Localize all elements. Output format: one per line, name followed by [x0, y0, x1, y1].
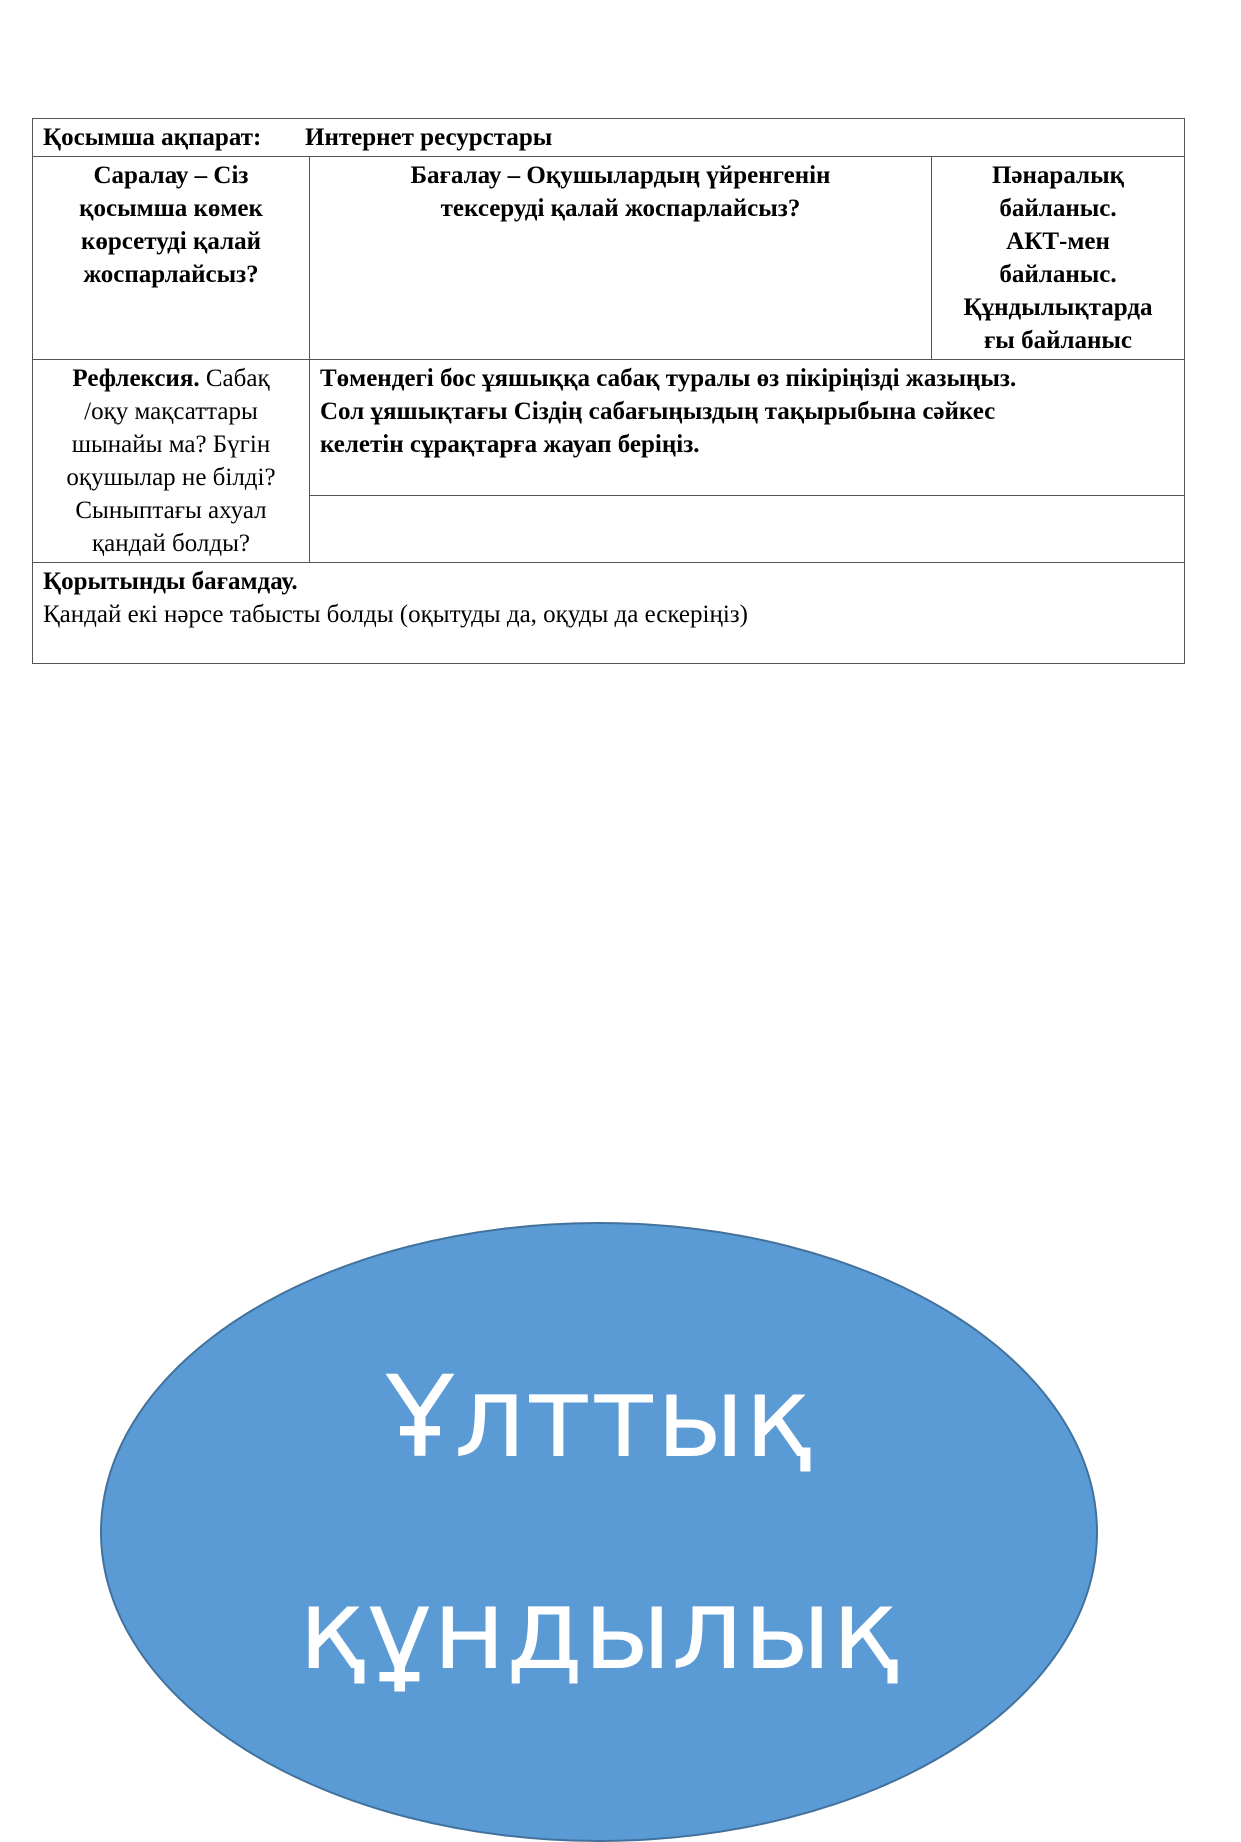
extra-info-label: Қосымша ақпарат: [43, 124, 262, 151]
reflection-first-line [43, 362, 299, 395]
cross-links-line: байланыс. [999, 195, 1117, 222]
table-row-reflection [33, 360, 1185, 496]
cross-links-line: ғы байланыс [983, 327, 1133, 354]
cross-links-cell [932, 157, 1185, 360]
assessment-line: Бағалау – Оқушылардың үйренгенін [410, 162, 831, 189]
oval-title-line-1: Ұлттық [385, 1353, 813, 1483]
reflection-prompt-line: Сол ұяшықтағы Сіздің сабағыңыздың тақырыбына сәйкес [320, 398, 996, 425]
cross-links-line: АКТ-мен [1006, 228, 1110, 255]
differentiation-cell [33, 157, 310, 360]
reflection-title: Рефлексия. [72, 365, 200, 392]
table-row-headers [33, 157, 1185, 360]
summary-title: Қорытынды бағамдау. [43, 568, 298, 595]
differentiation-line: көрсетуді қалай [80, 228, 262, 255]
lesson-plan-table [32, 118, 1185, 664]
assessment-cell [310, 157, 932, 360]
reflection-line: қандай болды? [91, 530, 251, 557]
reflection-line: оқушылар не білді? [66, 464, 276, 491]
national-value-oval [100, 1222, 1098, 1842]
reflection-prompt-cell [310, 360, 1185, 496]
reflection-line: Сыныптағы ахуал [75, 497, 267, 524]
differentiation-line: жоспарлайсыз? [83, 261, 259, 288]
reflection-prompt-line: келетін сұрақтарға жауап беріңіз. [320, 431, 700, 458]
reflection-title-rest: Сабақ [199, 365, 270, 392]
cross-links-line: Құндылықтарда [963, 294, 1153, 321]
differentiation-line: Саралау – Сіз [93, 162, 249, 189]
cross-links-line: Пәнаралық [991, 162, 1125, 189]
oval-shape [100, 1222, 1098, 1842]
extra-info-cell [33, 119, 1185, 157]
cross-links-line: байланыс. [999, 261, 1117, 288]
reflection-line: /оқу мақсаттары [84, 398, 258, 425]
assessment-line: тексеруді қалай жоспарлайсыз? [440, 195, 801, 222]
reflection-answer-cell[interactable] [310, 496, 1185, 563]
reflection-line: шынайы ма? Бүгін [71, 431, 271, 458]
reflection-cell [33, 360, 310, 563]
summary-text: Қандай екі нәрсе табысты болды (оқытуды да, оқуды да ескеріңіз) [43, 601, 748, 628]
reflection-prompt-line: Төмендегі бос ұяшыққа сабақ туралы өз пікіріңізді жазыңыз. [320, 365, 1017, 392]
differentiation-line: қосымша көмек [79, 195, 263, 222]
summary-cell [33, 563, 1185, 664]
table-row-summary [33, 563, 1185, 664]
extra-info-value: Интернет ресурстары [305, 124, 553, 151]
oval-title-line-2: құндылық [298, 1565, 900, 1695]
table-row-extra-info [33, 119, 1185, 157]
